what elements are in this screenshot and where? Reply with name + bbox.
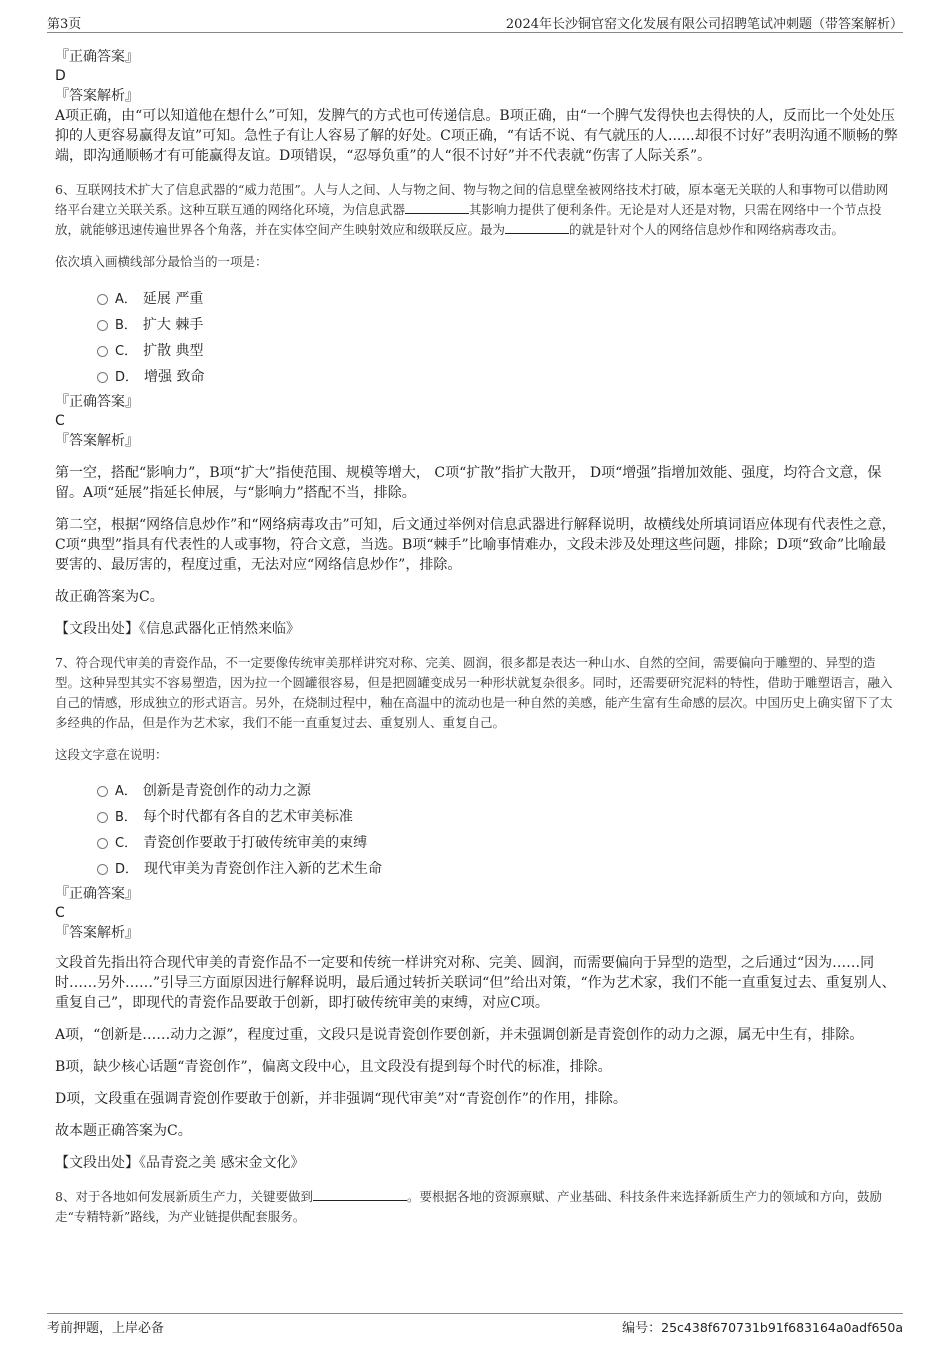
- option-d[interactable]: D． 增强 致命: [55, 364, 900, 390]
- radio-icon[interactable]: [97, 786, 108, 797]
- question-7-analysis-1: 文段首先指出符合现代审美的青瓷作品不一定要和传统一样讲究对称、完美、圆润，而需要偏向于异型的造型，之后通过“因为……同时……另外……”引导三方面原因进行解释说明，最后通过转折关联词“但”给出对策，“作为艺术家，我们不能一直重复过去、重复别人、重复自己”，即现代的青瓷作品要敢于创新，即打破传统审美的束缚，对应C项。: [55, 955, 896, 1011]
- radio-icon[interactable]: [97, 838, 108, 849]
- question-6-prompt: 依次填入画横线部分最恰当的一项是：: [55, 254, 268, 269]
- option-c[interactable]: C． 青瓷创作要敢于打破传统审美的束缚: [55, 830, 900, 856]
- question-6-options: [55, 286, 900, 390]
- radio-icon[interactable]: [97, 372, 108, 383]
- footer-slogan: 考前押题，上岸必备: [47, 1321, 165, 1336]
- question-6-answer: C: [55, 413, 65, 429]
- radio-icon[interactable]: [97, 320, 108, 331]
- question-6-text: 6、互联网技术扩大了信息武器的“威力范围”。人与人之间、人与物之间、物与物之间的信息壁垒被网络技术打破，原本毫无关联的人和事物可以借助网络平台建立关联关系。这种互联互通的网络化环境，为信息武器 其影响力提供了便利条件。无论是对人还是对物，只需在网络中一个节点投放，就能够迅速传遍世界各个角落，并在实体空间产生映射效应和级联反应。最为 的就是针对个人的网络信息炒作和网络病毒攻击。: [55, 182, 889, 237]
- page-number: 第3页: [47, 17, 82, 32]
- question-8-text: 8、对于各地如何发展新质生产力，关键要做到 。要根据各地的资源禀赋、产业基础、科技条件来选择新质生产力的领域和方向，鼓励走“专精特新”路线，为产业链提供配套服务。: [55, 1189, 882, 1224]
- question-7-analysis-3: B项，缺少核心话题“青瓷创作”，偏离文段中心，且文段没有提到每个时代的标准，排除。: [55, 1059, 612, 1075]
- radio-icon[interactable]: [97, 294, 108, 305]
- page-footer: [47, 1313, 903, 1336]
- question-7-prompt: 这段文字意在说明：: [55, 747, 168, 762]
- answer-tag: 『正确答案』: [55, 886, 139, 902]
- question-7-conclusion: 故本题正确答案为C。: [55, 1123, 192, 1139]
- radio-icon[interactable]: [97, 812, 108, 823]
- answer-tag: 『正确答案』: [55, 394, 139, 410]
- radio-icon[interactable]: [97, 864, 108, 875]
- document-code: 编号：25c438f670731b91f683164a0adf650a: [622, 1320, 903, 1336]
- page-header: [47, 10, 903, 33]
- question-7-analysis-2: A项，“创新是……动力之源”，程度过重，文段只是说青瓷创作要创新，并未强调创新是青瓷创作的动力之源，属无中生有，排除。: [55, 1027, 864, 1043]
- analysis-tag: 『答案解析』: [55, 433, 139, 449]
- option-d[interactable]: D． 现代审美为青瓷创作注入新的艺术生命: [55, 856, 900, 882]
- blank-3: [313, 1188, 407, 1201]
- option-a[interactable]: A． 创新是青瓷创作的动力之源: [55, 778, 900, 804]
- question-7-options: [55, 778, 900, 882]
- question-7-source: 【文段出处】《品青瓷之美 感宋金文化》: [55, 1155, 305, 1171]
- document-title: 2024年长沙铜官窑文化发展有限公司招聘笔试冲刺题（带答案解析）: [505, 17, 903, 32]
- question-7-answer: C: [55, 905, 65, 921]
- option-b[interactable]: B． 每个时代都有各自的艺术审美标准: [55, 804, 900, 830]
- question-6-analysis-1: 第一空，搭配“影响力”，B项“扩大”指使范围、规模等增大， C项“扩散”指扩大散开， D项“增强”指增加效能、强度，均符合文意，保留。A项“延展”指延长伸展，与“影响力”搭配不当，排除。: [55, 465, 882, 501]
- question-6-source: 【文段出处】《信息武器化正悄然来临》: [55, 621, 300, 637]
- analysis-tag: 『答案解析』: [55, 925, 139, 941]
- option-b[interactable]: B． 扩大 棘手: [55, 312, 900, 338]
- blank-1: [405, 201, 469, 214]
- prev-analysis: A项正确，由“可以知道他在想什么”可知，发脾气的方式也可传递信息。B项正确，由“一个脾气发得快也去得快的人，反而比一个处处压抑的人更容易赢得友谊”可知。急性子有让人容易了解的好处。C项正确，“有话不说、有气就压的人......却很不讨好”表明沟通不顺畅的弊端，即沟通顺畅才有可能赢得友谊。D项错误，“忍辱负重”的人“很不讨好”并不代表就“伤害了人际关系”。: [55, 108, 898, 164]
- question-6-conclusion: 故正确答案为C。: [55, 589, 164, 605]
- option-a[interactable]: A． 延展 严重: [55, 286, 900, 312]
- prev-answer: D: [55, 68, 66, 84]
- answer-tag: 『正确答案』: [55, 49, 139, 65]
- analysis-tag: 『答案解析』: [55, 88, 139, 104]
- question-7-text: 7、符合现代审美的青瓷作品，不一定要像传统审美那样讲究对称、完美、圆润，很多都是表达一种山水、自然的空间，需要偏向于雕塑的、异型的造型。这种异型其实不容易塑造，因为拉一个圆罐很容易，但是把圆罐变成另一种形状就复杂很多。同时，还需要研究泥料的特性，借助于雕塑语言，融入自己的情感，形成独立的形式语言。另外，在烧制过程中，釉在高温中的流动也是一种自然的美感，能产生富有生命感的层次。中国历史上确实留下了太多经典的作品，但是作为艺术家，我们不能一直重复过去、重复别人、重复自己。: [55, 655, 893, 730]
- option-c[interactable]: C． 扩散 典型: [55, 338, 900, 364]
- question-7-analysis-4: D项，文段重在强调青瓷创作要敢于创新，并非强调“现代审美”对“青瓷创作”的作用，排除。: [55, 1091, 627, 1107]
- blank-2: [505, 221, 569, 234]
- page-content: [55, 47, 900, 1227]
- radio-icon[interactable]: [97, 346, 108, 357]
- question-6-analysis-2: 第二空，根据“网络信息炒作”和“网络病毒攻击”可知，后文通过举例对信息武器进行解释说明，故横线处所填词语应体现有代表性之意，C项“典型”指具有代表性的人或事物，符合文意，当选。B项“棘手”比喻事情难办，文段未涉及处理这些问题，排除；D项“致命”比喻最要害的、最厉害的，程度过重，无法对应“网络信息炒作”，排除。: [55, 517, 896, 573]
